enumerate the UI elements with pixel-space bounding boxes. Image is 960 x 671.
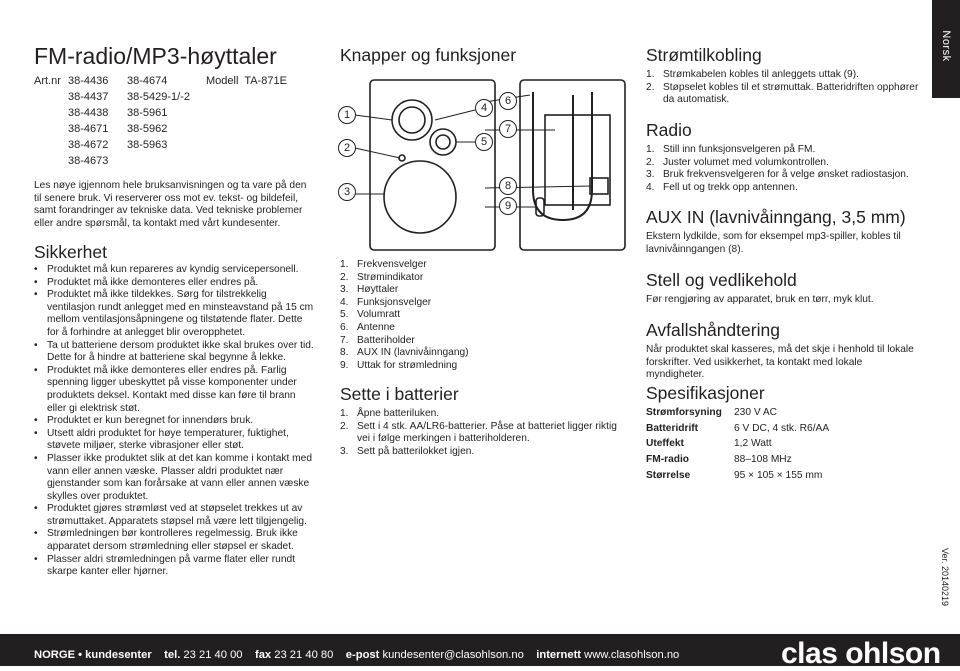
safety-list	[34, 264, 314, 579]
spec-row: Strømforsyning 230 V AC	[646, 407, 778, 418]
power-list	[646, 69, 926, 107]
device-diagram	[330, 70, 630, 255]
aux-text: Ekstern lydkilde, som for eksempel mp3-spiller, kobles til lavnivåinngangen (8).	[646, 231, 901, 255]
art-number: 38-4672	[68, 139, 109, 151]
safety-item: • Produktet er kun beregnet for innendørs bruk.	[34, 415, 314, 428]
spec-row: Størrelse 95 × 105 × 155 mm	[646, 469, 823, 481]
fax-label: fax	[254, 649, 272, 661]
power-step-item: 2. Støpselet kobles til et strømuttak. Batteridriften opphører da automatisk.	[646, 81, 919, 106]
battery-step-item: 3. Sett på batterilokket igjen.	[340, 445, 475, 457]
callout-9: 9	[499, 197, 517, 215]
contact-line: NORGE • kundesenter tel. 23 21 40 00 fax 23 21 40 80 e-post kundesenter@clasohlson.no internett www.clasohlson.no	[34, 649, 680, 661]
function-knob	[430, 129, 456, 155]
specs-table	[646, 405, 906, 483]
safety-item: • Plasser aldri strømledningen på varme flater eller rundt skarpe kanter eller hjørner.	[34, 554, 314, 579]
callout-6: 6	[499, 92, 517, 110]
control-item: 9. Uttak for strømledning	[340, 359, 458, 371]
art-label: Art.nr	[34, 75, 61, 87]
customer-service-label: kundesenter	[85, 649, 152, 661]
specs-heading: Spesifikasjoner	[646, 383, 765, 403]
safety-item: • Ta ut batteriene dersom produktet ikke skal brukes over tid. Dette for å hindre at batteriene skal begynne å lekke.	[34, 340, 314, 365]
art-number: 38-4437	[68, 91, 109, 103]
safety-item: • Produktet må ikke demonteres eller endres på. Farlig spenning ligger ubeskyttet på visse komponenter under produktets deksel. Kontakt med disse kan føre til brann eller gi elektrisk støt.	[34, 365, 314, 415]
art-number: 38-4436	[68, 75, 109, 87]
callout-8: 8	[499, 177, 517, 195]
control-item: 7. Batteriholder	[340, 334, 415, 346]
care-text: Før rengjøring av apparatet, bruk en tørr, myk klut.	[646, 294, 874, 305]
radio-heading: Radio	[646, 120, 692, 140]
phone-number: 23 21 40 00	[183, 649, 243, 661]
callout-1: 1	[338, 106, 356, 124]
email-label: e-post	[345, 649, 380, 661]
battery-holder	[545, 115, 610, 205]
frequency-dial	[392, 100, 432, 140]
callout-5: 5	[475, 133, 493, 151]
controls-list	[340, 259, 615, 372]
callout-3: 3	[338, 183, 356, 201]
speaker	[384, 161, 456, 233]
language-label: Norsk	[940, 30, 952, 62]
aux-heading: AUX IN (lavnivåinngang, 3,5 mm)	[646, 207, 906, 227]
battery-step-item: 2. Sett i 4 stk. AA/LR6-batterier. Påse at batteriet ligger riktig vei i følge merkingen i batteriholderen.	[340, 420, 617, 445]
battery-step-item: 1. Åpne batteriluken.	[340, 408, 440, 419]
footer-bar	[0, 634, 960, 670]
control-item: 8. AUX IN (lavnivåinngang)	[340, 347, 469, 359]
radio-step-item: 2. Juster volumet med volumkontrollen.	[646, 156, 829, 168]
tel-label: tel.	[164, 649, 181, 661]
safety-item: • Produktet gjøres strømløst ved at støpselet trekkes ut av strømuttaket. Apparatets støpsel må være lett tilgjengelig.	[34, 503, 314, 528]
callout-7: 7	[499, 120, 517, 138]
brand-logo: clas ohlson	[781, 637, 941, 670]
language-tab	[932, 0, 960, 98]
safety-item: • Plasser ikke produktet slik at det kan komme i kontakt med vann eller annen væske. Plasser aldri produktet nær gjenstander som kan forårsake at vann eller annen væske skylles over produktet.	[34, 453, 314, 503]
callout-2: 2	[338, 139, 356, 157]
control-item: 3. Høyttaler	[340, 284, 399, 296]
radio-list	[646, 144, 926, 194]
art-number: 38-5962	[127, 123, 168, 135]
waste-text: Når produktet skal kasseres, må det skje i henhold til lokale forskrifter. Ved usikkerhet, ta kontakt med lokale myndigheter.	[646, 344, 914, 381]
art-number: 38-4671	[68, 123, 109, 135]
controls-heading: Knapper og funksjoner	[340, 45, 517, 65]
email-link[interactable]: kundesenter@clasohlson.no	[382, 649, 524, 661]
radio-step-item: 1. Still inn funksjonsvelgeren på FM.	[646, 144, 816, 155]
art-number: 38-4673	[68, 155, 109, 167]
version-label: Ver. 20140219	[940, 548, 950, 607]
intro-text: Les nøye igjennom hele bruksanvisningen og ta vare på den til senere bruk. Vi reserverer oss mot ev. tekst- og bildefeil, samt forandringer av tekniske data. Ved tekniske problemer eller andre spørsmål, ta kontakt med vårt kundesenter.	[34, 180, 307, 229]
safety-item: • Produktet må kun repareres av kyndig servicepersonell.	[34, 264, 314, 277]
safety-item: • Utsett aldri produktet for høye temperaturer, fuktighet, støvete miljøer, sterke vibrasjoner eller støt.	[34, 428, 314, 453]
art-number: 38-5429-1/-2	[127, 91, 190, 103]
spec-row: FM-radio 88–108 MHz	[646, 454, 792, 466]
safety-item: • Produktet må ikke tildekkes. Sørg for tilstrekkelig ventilasjon rundt anlegget med en minsteavstand på 15 cm mellom ventilasjonsåpningene og tilstøtende flater. Dette for å forhindre at anlegget blir overopphetet.	[34, 289, 314, 339]
fax-number: 23 21 40 80	[274, 649, 334, 661]
art-number: 38-4674	[127, 75, 168, 87]
care-heading: Stell og vedlikehold	[646, 270, 797, 290]
safety-item: • Strømledningen bør kontrolleres regelmessig. Bruk ikke apparatet dersom strømledning eller støpsel er skadet.	[34, 528, 314, 553]
batteries-heading: Sette i batterier	[340, 384, 459, 404]
spec-row: Batteridrift 6 V DC, 4 stk. R6/AA	[646, 422, 830, 434]
control-item: 1. Frekvensvelger	[340, 259, 427, 270]
country-label: NORGE	[34, 649, 76, 661]
art-number: 38-5963	[127, 139, 168, 151]
waste-heading: Avfallshåndtering	[646, 320, 780, 340]
spec-row: Uteffekt 1,2 Watt	[646, 438, 772, 450]
control-item: 2. Strømindikator	[340, 271, 424, 283]
control-item: 6. Antenne	[340, 321, 395, 333]
safety-heading: Sikkerhet	[34, 242, 107, 262]
web-label: internett	[536, 649, 582, 661]
radio-step-item: 3. Bruk frekvensvelgeren for å velge ønsket radiostasjon.	[646, 169, 909, 181]
control-item: 4. Funksjonsvelger	[340, 296, 432, 308]
power-step-item: 1. Strømkabelen kobles til anleggets uttak (9).	[646, 69, 859, 80]
batteries-list	[340, 408, 620, 458]
radio-step-item: 4. Fell ut og trekk opp antennen.	[646, 181, 798, 193]
page-title: FM-radio/MP3-høyttaler	[34, 43, 277, 69]
power-heading: Strømtilkobling	[646, 45, 762, 65]
model-number: Modell TA-871E	[206, 75, 287, 87]
safety-item: • Produktet må ikke demonteres eller endres på.	[34, 277, 314, 290]
art-number: 38-4438	[68, 107, 109, 119]
website-link[interactable]: www.clasohlson.no	[584, 649, 680, 661]
callout-4: 4	[475, 99, 493, 117]
control-item: 5. Volumratt	[340, 309, 401, 321]
art-number: 38-5961	[127, 107, 168, 119]
